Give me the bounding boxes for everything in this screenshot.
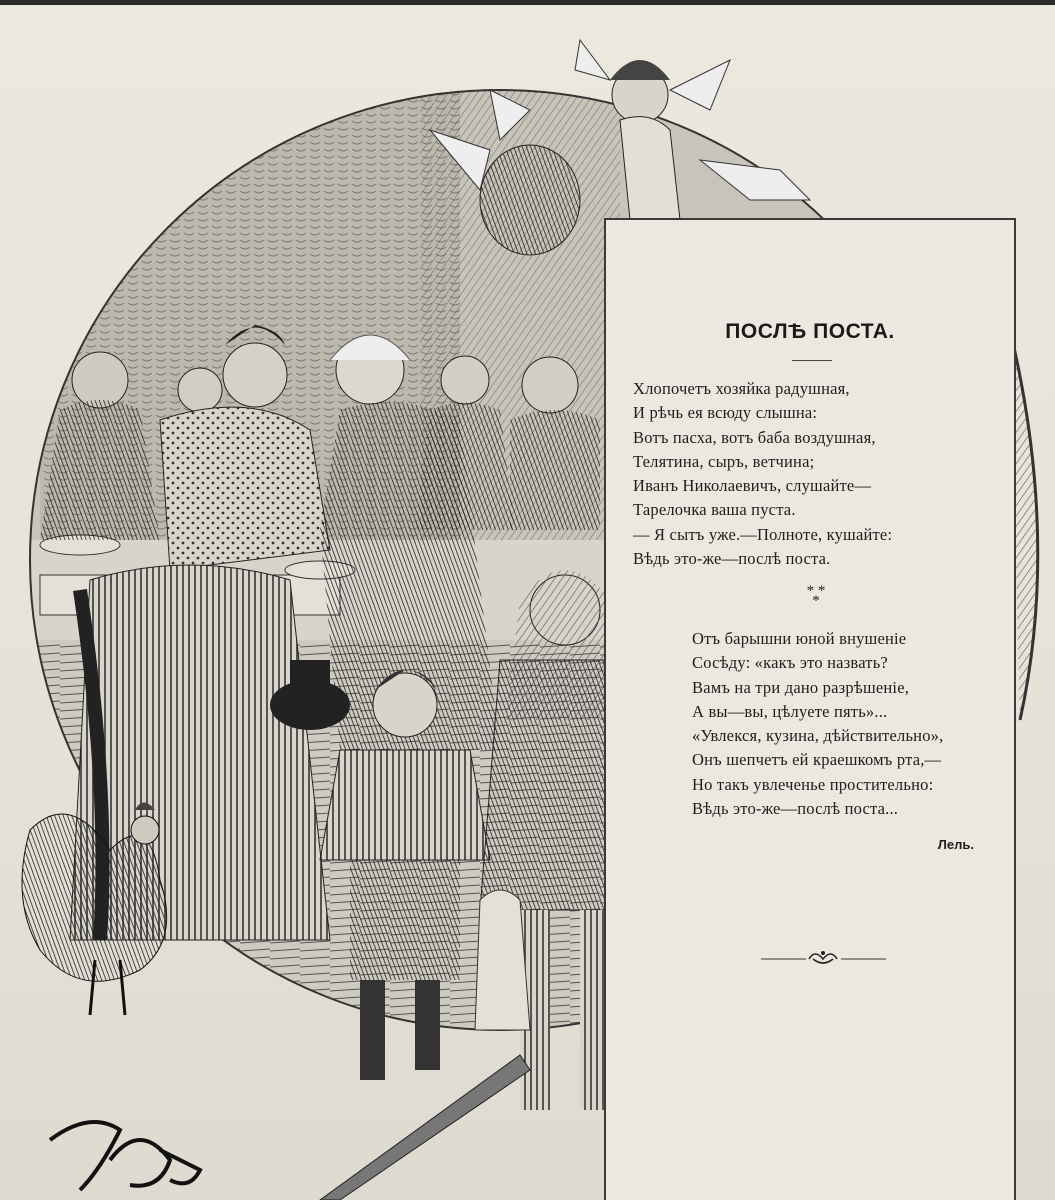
ornament-divider — [761, 945, 886, 969]
poem-line: Тарелочка ваша пуста. — [633, 500, 796, 520]
poem-line: Телятина, сыръ, ветчина; — [633, 451, 815, 471]
poem-line: Но такъ увлеченье простительно: — [692, 774, 934, 794]
poem-title: ПОСЛѢ ПОСТА. — [725, 320, 895, 343]
poem-line: Вотъ пасха, вотъ баба воздушная, — [633, 427, 876, 447]
poem-line: Вѣдь это-же—послѣ поста... — [692, 799, 899, 819]
poem-line: Хлопочетъ хозяйка радушная, — [633, 379, 850, 398]
poem-line: «Увлекся, кузина, дѣйствительно», — [692, 726, 944, 746]
stanza-2 — [692, 627, 943, 821]
stanza-separator: * * * — [806, 583, 826, 609]
stanza-1 — [633, 377, 892, 571]
poem-line: — Я сытъ уже.—Полноте, кушайте: — [633, 524, 893, 544]
poem-panel — [604, 218, 1016, 1200]
poem-author: Лель. — [937, 837, 974, 852]
poem-line: И рѣчь ея всюду слышна: — [633, 403, 818, 423]
poem-line: Отъ барышни юной внушеніе — [692, 629, 907, 648]
poem-line: Сосѣду: «какъ это назвать? — [692, 653, 888, 673]
rooster-figure — [22, 803, 167, 1016]
poem-line: Онъ шепчетъ ей краешкомъ рта,— — [692, 750, 942, 770]
poem-line: Вѣдь это-же—послѣ поста. — [633, 549, 831, 569]
poem-line: Вамъ на три дано разрѣшеніе, — [692, 677, 910, 697]
poem-line: Иванъ Николаевичъ, слушайте— — [633, 476, 872, 496]
poem-line: А вы—вы, цѣлуете пять»... — [692, 701, 888, 721]
title-rule — [792, 360, 832, 361]
artist-signature — [50, 1122, 200, 1190]
